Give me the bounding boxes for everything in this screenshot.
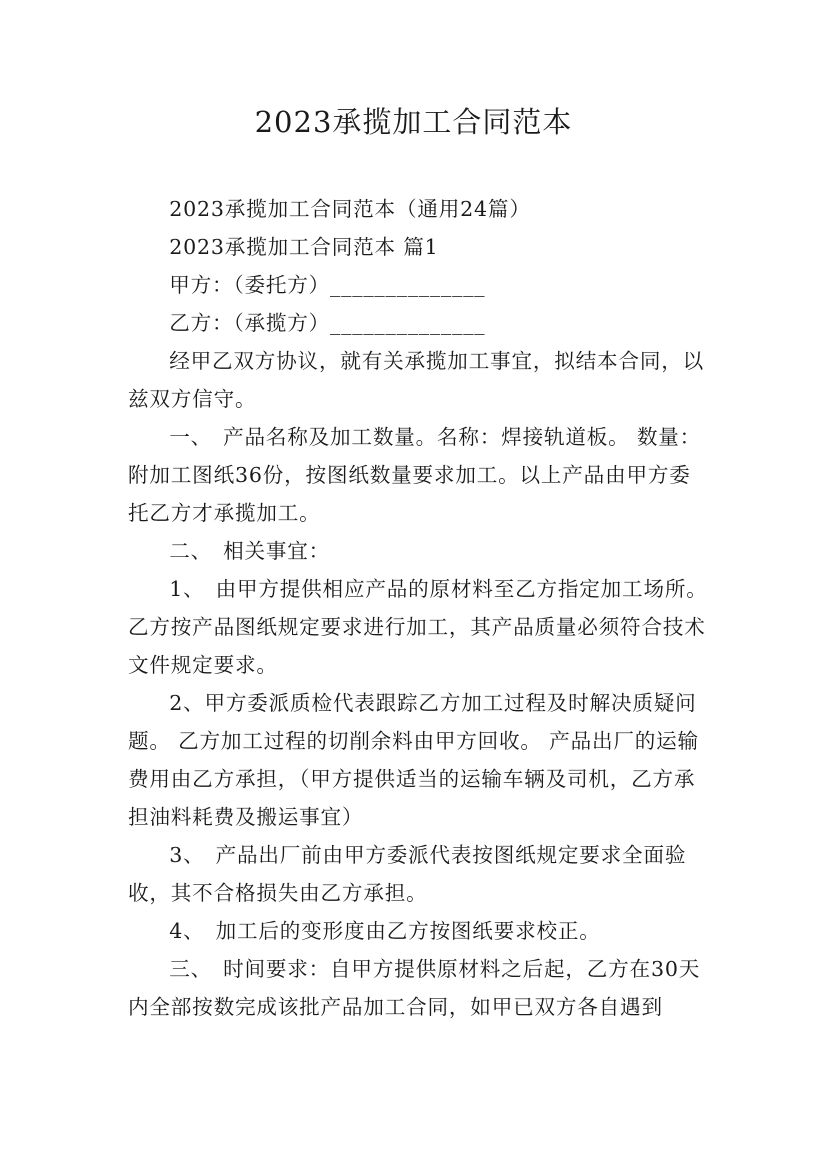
clause-2-item-3: 3、 产品出厂前由甲方委派代表按图纸规定要求全面验收，其不合格损失由乙方承担。 [128, 843, 687, 905]
clause-2-item-2: 2、甲方委派质检代表跟踪乙方加工过程及时解决质疑问题。 乙方加工过程的切削余料由甲方回收。 产品出厂的运输费用由乙方承担，（甲方提供适当的运输车辆及司机，乙方承担油料耗费及搬运事宜） [128, 691, 699, 829]
clause-3-paragraph: 三、 时间要求：自甲方提供原材料之后起，乙方在30天内全部按数完成该批产品加工合同，如甲已双方各自遇到 [128, 957, 701, 1019]
clause-2-item-4: 4、 加工后的变形度由乙方按图纸要求校正。 [169, 919, 601, 943]
intro-paragraph: 经甲乙双方协议，就有关承揽加工事宜，拟结本合同，以兹双方信守。 [128, 349, 705, 411]
clause-2-item-1: 1、 由甲方提供相应产品的原材料至乙方指定加工场所。 乙方按产品图纸规定要求进行加工，其产品质量必须符合技术文件规定要求。 [128, 577, 708, 677]
party-b-line: 乙方：（承揽方）______________ [169, 311, 486, 335]
subtitle-paragraph: 2023承揽加工合同范本（通用24篇） [169, 197, 531, 221]
party-a-line: 甲方：（委托方）______________ [169, 273, 486, 297]
clause-2-heading: 二、 相关事宜： [169, 539, 331, 563]
document-body [128, 190, 712, 1026]
clause-1-paragraph: 一、 产品名称及加工数量。名称：焊接轨道板。 数量：附加工图纸36份，按图纸数量要求加工。以上产品由甲方委托乙方才承揽加工。 [128, 425, 702, 525]
page-title: 2023承揽加工合同范本 [254, 105, 573, 139]
section-heading: 2023承揽加工合同范本 篇1 [169, 235, 439, 259]
